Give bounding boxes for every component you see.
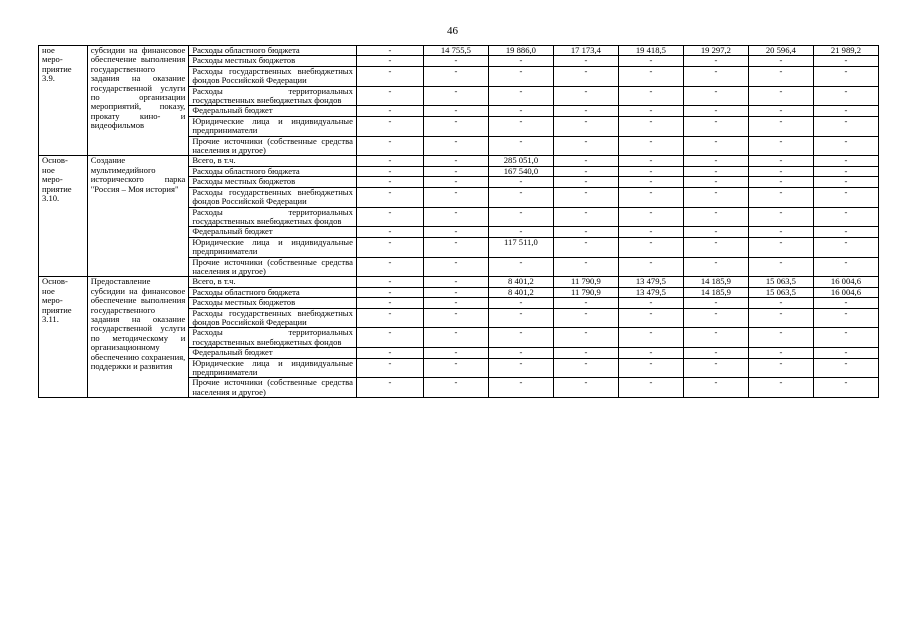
amount-cell: -	[553, 308, 618, 328]
amount-cell: -	[813, 86, 878, 106]
amount-cell: -	[683, 378, 748, 398]
amount-cell: -	[748, 106, 813, 116]
amount-cell: 14 755,5	[423, 46, 488, 56]
funding-source-cell: Юридические лица и индивидуальные предприниматели	[189, 237, 357, 257]
amount-cell: 167 540,0	[488, 166, 553, 176]
amount-cell: -	[813, 187, 878, 207]
amount-cell: -	[356, 136, 423, 156]
amount-cell: -	[553, 227, 618, 237]
amount-cell: -	[748, 86, 813, 106]
funding-source-cell: Расходы местных бюджетов	[189, 177, 357, 187]
amount-cell: -	[813, 298, 878, 308]
amount-cell: -	[553, 328, 618, 348]
amount-cell: -	[356, 348, 423, 358]
amount-cell: -	[488, 308, 553, 328]
funding-source-cell: Расходы государственных внебюджетных фондов Российской Федерации	[189, 66, 357, 86]
amount-cell: -	[423, 308, 488, 328]
amount-cell: 8 401,2	[488, 287, 553, 297]
amount-cell: -	[813, 66, 878, 86]
amount-cell: -	[748, 116, 813, 136]
amount-cell: -	[683, 328, 748, 348]
funding-source-cell: Федеральный бюджет	[189, 106, 357, 116]
amount-cell: -	[683, 177, 748, 187]
amount-cell: -	[748, 257, 813, 277]
amount-cell: -	[423, 298, 488, 308]
amount-cell: 15 063,5	[748, 287, 813, 297]
amount-cell: 19 418,5	[618, 46, 683, 56]
amount-cell: 117 511,0	[488, 237, 553, 257]
amount-cell: -	[748, 378, 813, 398]
amount-cell: -	[618, 116, 683, 136]
amount-cell: -	[813, 328, 878, 348]
amount-cell: -	[553, 187, 618, 207]
funding-source-cell: Расходы территориальных государственных внебюджетных фондов	[189, 207, 357, 227]
amount-cell: -	[683, 56, 748, 66]
amount-cell: -	[553, 358, 618, 378]
amount-cell: -	[683, 136, 748, 156]
amount-cell: -	[423, 86, 488, 106]
event-number-cell: Основ- ное меро- приятие 3.11.	[39, 277, 88, 398]
amount-cell: -	[683, 116, 748, 136]
funding-source-cell: Юридические лица и индивидуальные предприниматели	[189, 116, 357, 136]
amount-cell: -	[423, 277, 488, 287]
amount-cell: 13 479,5	[618, 287, 683, 297]
amount-cell: 11 790,9	[553, 287, 618, 297]
amount-cell: -	[618, 358, 683, 378]
funding-source-cell: Расходы государственных внебюджетных фондов Российской Федерации	[189, 187, 357, 207]
amount-cell: -	[748, 308, 813, 328]
amount-cell: -	[488, 136, 553, 156]
amount-cell: -	[813, 106, 878, 116]
amount-cell: -	[356, 166, 423, 176]
amount-cell: -	[423, 116, 488, 136]
funding-source-cell: Федеральный бюджет	[189, 348, 357, 358]
amount-cell: -	[423, 378, 488, 398]
amount-cell: -	[683, 358, 748, 378]
amount-cell: -	[356, 116, 423, 136]
amount-cell: -	[748, 136, 813, 156]
amount-cell: -	[618, 66, 683, 86]
amount-cell: -	[813, 177, 878, 187]
amount-cell: -	[423, 66, 488, 86]
amount-cell: -	[488, 177, 553, 187]
amount-cell: -	[748, 358, 813, 378]
amount-cell: -	[553, 298, 618, 308]
amount-cell: -	[618, 136, 683, 156]
amount-cell: -	[423, 136, 488, 156]
amount-cell: -	[748, 237, 813, 257]
amount-cell: -	[553, 348, 618, 358]
amount-cell: -	[423, 177, 488, 187]
amount-cell: -	[748, 66, 813, 86]
funding-source-cell: Федеральный бюджет	[189, 227, 357, 237]
amount-cell: -	[813, 308, 878, 328]
table-row	[39, 277, 879, 287]
amount-cell: -	[748, 156, 813, 166]
amount-cell: -	[488, 298, 553, 308]
event-name-cell: Предоставление субсидии на финансовое обеспечение выполнения государственного задания на оказание государственной услуги по методическому и организационному обеспечению сохранения, поддержки и развития	[87, 277, 189, 398]
amount-cell: -	[488, 116, 553, 136]
amount-cell: -	[618, 86, 683, 106]
amount-cell: -	[356, 287, 423, 297]
amount-cell: -	[683, 166, 748, 176]
funding-source-cell: Расходы областного бюджета	[189, 46, 357, 56]
amount-cell: -	[423, 56, 488, 66]
amount-cell: -	[683, 227, 748, 237]
amount-cell: -	[488, 378, 553, 398]
amount-cell: -	[488, 106, 553, 116]
amount-cell: -	[553, 378, 618, 398]
budget-table	[38, 45, 879, 398]
amount-cell: -	[813, 378, 878, 398]
amount-cell: -	[748, 227, 813, 237]
amount-cell: -	[618, 207, 683, 227]
amount-cell: -	[553, 166, 618, 176]
amount-cell: 20 596,4	[748, 46, 813, 56]
amount-cell: -	[356, 277, 423, 287]
amount-cell: -	[423, 328, 488, 348]
amount-cell: -	[356, 46, 423, 56]
amount-cell: 8 401,2	[488, 277, 553, 287]
amount-cell: -	[553, 237, 618, 257]
funding-source-cell: Всего, в т.ч.	[189, 277, 357, 287]
amount-cell: 14 185,9	[683, 287, 748, 297]
amount-cell: -	[356, 257, 423, 277]
table-row	[39, 46, 879, 56]
amount-cell: -	[423, 287, 488, 297]
amount-cell: -	[356, 156, 423, 166]
amount-cell: -	[356, 358, 423, 378]
amount-cell: -	[553, 156, 618, 166]
amount-cell: -	[618, 237, 683, 257]
amount-cell: -	[618, 348, 683, 358]
funding-source-cell: Юридические лица и индивидуальные предприниматели	[189, 358, 357, 378]
amount-cell: -	[618, 106, 683, 116]
amount-cell: -	[423, 106, 488, 116]
amount-cell: -	[553, 56, 618, 66]
amount-cell: -	[683, 298, 748, 308]
amount-cell: 15 063,5	[748, 277, 813, 287]
amount-cell: -	[488, 348, 553, 358]
funding-source-cell: Всего, в т.ч.	[189, 156, 357, 166]
amount-cell: -	[423, 207, 488, 227]
amount-cell: -	[813, 136, 878, 156]
amount-cell: -	[813, 237, 878, 257]
amount-cell: -	[553, 86, 618, 106]
amount-cell: -	[553, 116, 618, 136]
amount-cell: -	[618, 187, 683, 207]
amount-cell: 17 173,4	[553, 46, 618, 56]
amount-cell: -	[748, 348, 813, 358]
amount-cell: -	[423, 358, 488, 378]
funding-source-cell: Прочие источники (собственные средства населения и другое)	[189, 136, 357, 156]
amount-cell: -	[488, 86, 553, 106]
funding-source-cell: Расходы местных бюджетов	[189, 56, 357, 66]
amount-cell: -	[553, 207, 618, 227]
amount-cell: -	[356, 227, 423, 237]
amount-cell: -	[488, 227, 553, 237]
amount-cell: 19 886,0	[488, 46, 553, 56]
amount-cell: -	[553, 136, 618, 156]
amount-cell: -	[356, 66, 423, 86]
amount-cell: -	[356, 177, 423, 187]
amount-cell: -	[748, 187, 813, 207]
amount-cell: -	[618, 56, 683, 66]
amount-cell: -	[356, 378, 423, 398]
amount-cell: -	[683, 207, 748, 227]
amount-cell: -	[488, 207, 553, 227]
amount-cell: -	[356, 308, 423, 328]
event-number-cell: ное меро- приятие 3.9.	[39, 46, 88, 156]
amount-cell: -	[683, 348, 748, 358]
amount-cell: -	[423, 348, 488, 358]
budget-table-body	[39, 46, 879, 398]
amount-cell: 11 790,9	[553, 277, 618, 287]
amount-cell: -	[618, 177, 683, 187]
amount-cell: -	[813, 348, 878, 358]
amount-cell: -	[618, 166, 683, 176]
amount-cell: -	[423, 166, 488, 176]
amount-cell: -	[748, 298, 813, 308]
amount-cell: -	[683, 106, 748, 116]
amount-cell: -	[813, 116, 878, 136]
funding-source-cell: Расходы местных бюджетов	[189, 298, 357, 308]
amount-cell: -	[356, 328, 423, 348]
amount-cell: -	[553, 106, 618, 116]
amount-cell: -	[683, 257, 748, 277]
page-number: 46	[447, 25, 458, 37]
amount-cell: -	[683, 187, 748, 207]
amount-cell: -	[683, 86, 748, 106]
amount-cell: -	[813, 207, 878, 227]
amount-cell: -	[813, 227, 878, 237]
amount-cell: -	[748, 328, 813, 348]
amount-cell: -	[553, 257, 618, 277]
amount-cell: -	[423, 257, 488, 277]
table-row	[39, 156, 879, 166]
amount-cell: -	[618, 227, 683, 237]
amount-cell: 285 051,0	[488, 156, 553, 166]
amount-cell: -	[748, 177, 813, 187]
amount-cell: -	[356, 187, 423, 207]
amount-cell: -	[618, 257, 683, 277]
amount-cell: -	[423, 237, 488, 257]
amount-cell: -	[813, 257, 878, 277]
amount-cell: -	[356, 56, 423, 66]
amount-cell: -	[618, 308, 683, 328]
amount-cell: -	[356, 298, 423, 308]
amount-cell: -	[356, 106, 423, 116]
amount-cell: -	[618, 378, 683, 398]
amount-cell: -	[488, 66, 553, 86]
amount-cell: -	[423, 187, 488, 207]
amount-cell: 16 004,6	[813, 287, 878, 297]
amount-cell: -	[813, 156, 878, 166]
amount-cell: -	[618, 156, 683, 166]
event-number-cell: Основ- ное меро- приятие 3.10.	[39, 156, 88, 277]
amount-cell: 14 185,9	[683, 277, 748, 287]
funding-source-cell: Расходы областного бюджета	[189, 166, 357, 176]
amount-cell: -	[618, 298, 683, 308]
amount-cell: 13 479,5	[618, 277, 683, 287]
event-name-cell: Создание мультимедийного исторического парка "Россия – Моя история"	[87, 156, 189, 277]
amount-cell: -	[423, 227, 488, 237]
amount-cell: -	[553, 177, 618, 187]
amount-cell: -	[683, 156, 748, 166]
amount-cell: -	[488, 56, 553, 66]
event-name-cell: субсидии на финансовое обеспечение выполнения государственного задания на оказание государственной услуги по организации мероприятий, показу, прокату кино- и видеофильмов	[87, 46, 189, 156]
amount-cell: -	[488, 257, 553, 277]
amount-cell: -	[683, 237, 748, 257]
funding-source-cell: Расходы государственных внебюджетных фондов Российской Федерации	[189, 308, 357, 328]
amount-cell: -	[683, 66, 748, 86]
amount-cell: -	[553, 66, 618, 86]
amount-cell: -	[488, 187, 553, 207]
amount-cell: -	[748, 166, 813, 176]
amount-cell: -	[813, 358, 878, 378]
amount-cell: -	[488, 358, 553, 378]
amount-cell: -	[748, 207, 813, 227]
amount-cell: -	[356, 207, 423, 227]
funding-source-cell: Прочие источники (собственные средства населения и другое)	[189, 378, 357, 398]
funding-source-cell: Расходы территориальных государственных внебюджетных фондов	[189, 328, 357, 348]
amount-cell: -	[683, 308, 748, 328]
amount-cell: 16 004,6	[813, 277, 878, 287]
amount-cell: -	[488, 328, 553, 348]
amount-cell: -	[748, 56, 813, 66]
funding-source-cell: Расходы территориальных государственных внебюджетных фондов	[189, 86, 357, 106]
amount-cell: -	[813, 166, 878, 176]
amount-cell: -	[356, 237, 423, 257]
amount-cell: -	[356, 86, 423, 106]
amount-cell: 19 297,2	[683, 46, 748, 56]
amount-cell: -	[813, 56, 878, 66]
funding-source-cell: Расходы областного бюджета	[189, 287, 357, 297]
amount-cell: -	[423, 156, 488, 166]
amount-cell: 21 989,2	[813, 46, 878, 56]
funding-source-cell: Прочие источники (собственные средства населения и другое)	[189, 257, 357, 277]
amount-cell: -	[618, 328, 683, 348]
